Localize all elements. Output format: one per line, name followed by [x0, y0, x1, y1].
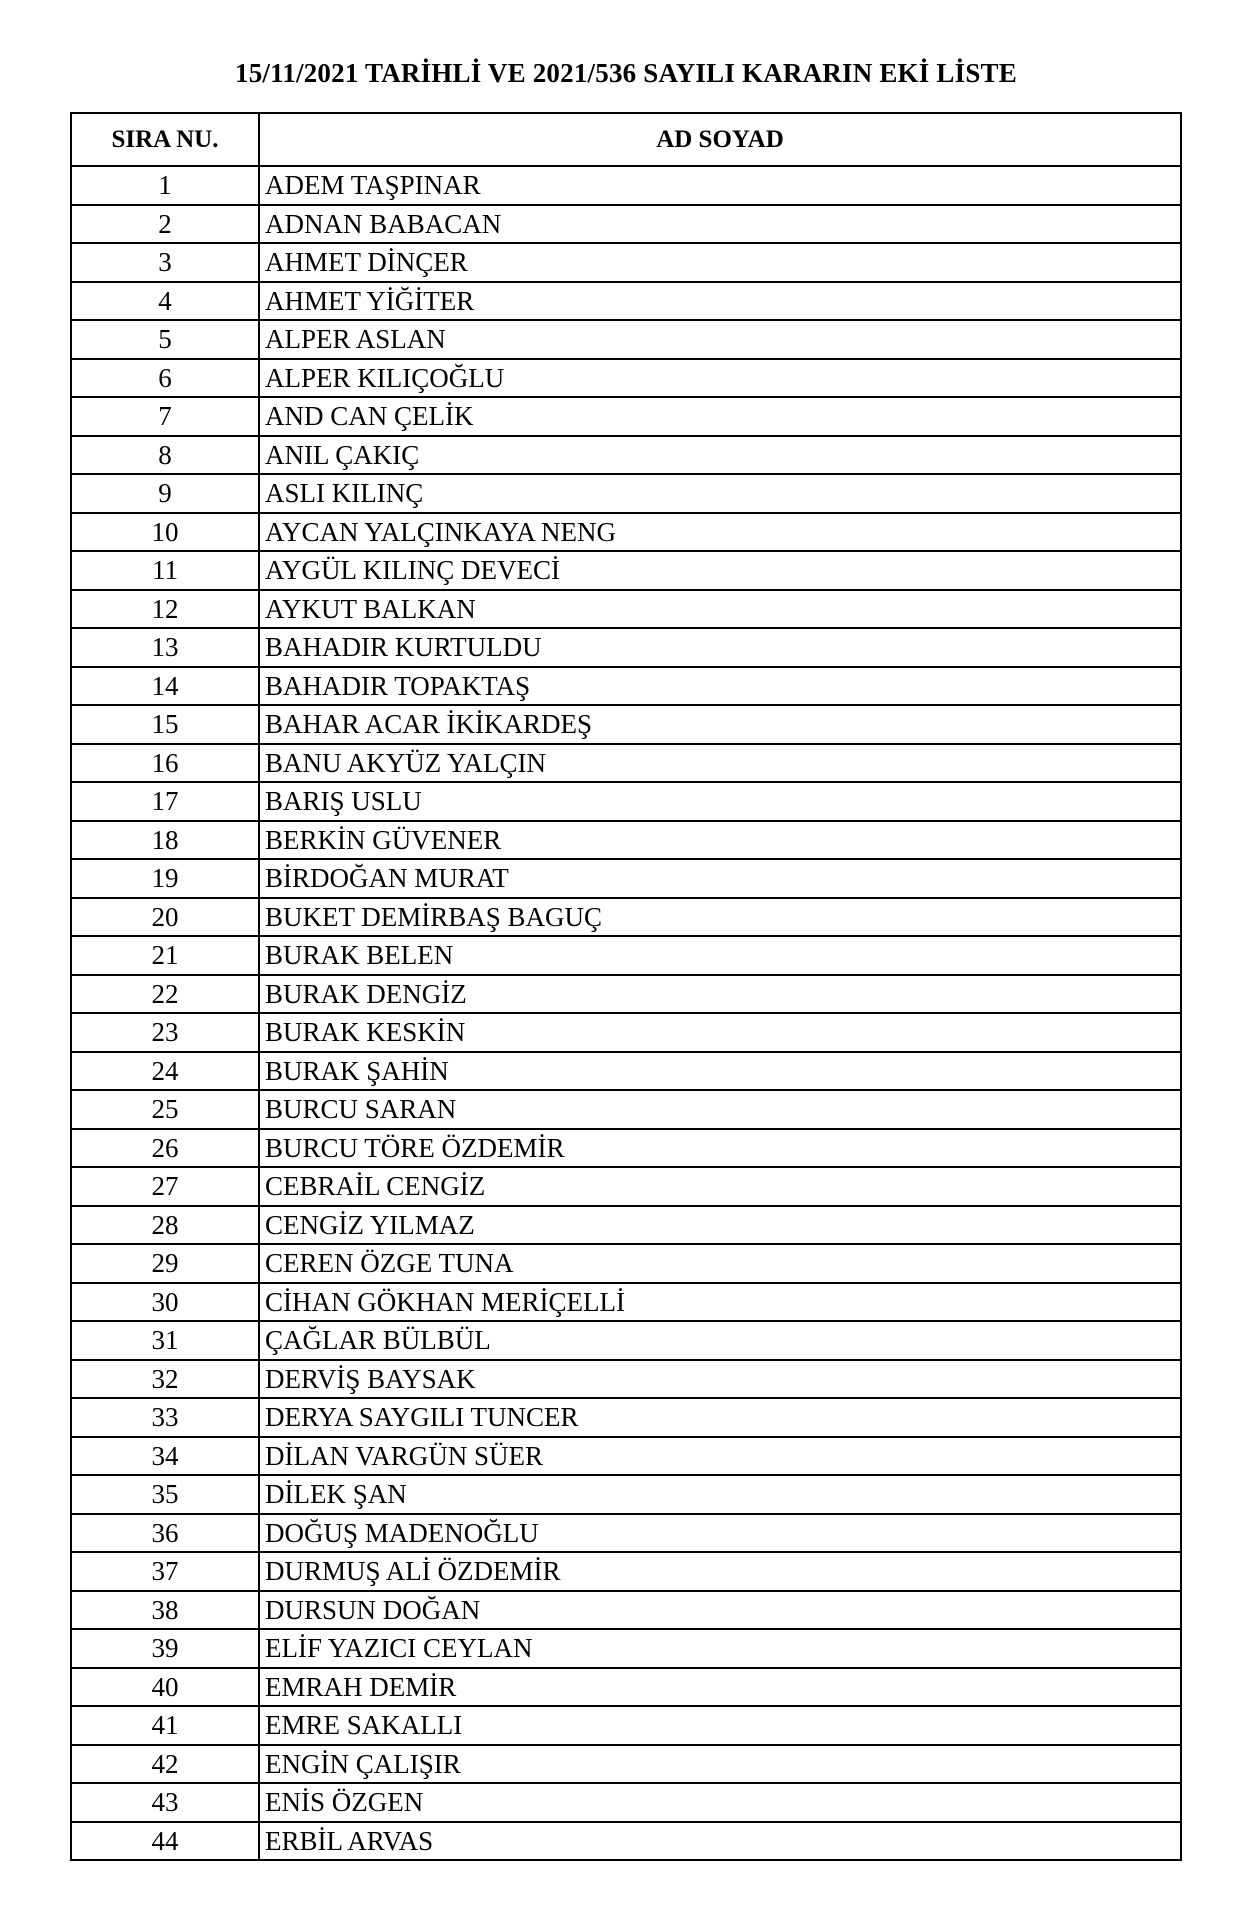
row-full-name: CEREN ÖZGE TUNA: [259, 1244, 1181, 1283]
row-order-number: 2: [71, 205, 259, 244]
table-row: [71, 205, 1181, 244]
row-full-name: BURCU SARAN: [259, 1090, 1181, 1129]
row-full-name: DERVİŞ BAYSAK: [259, 1360, 1181, 1399]
row-full-name: BURAK BELEN: [259, 936, 1181, 975]
row-full-name: DERYA SAYGILI TUNCER: [259, 1398, 1181, 1437]
table-row: [71, 898, 1181, 937]
row-full-name: AND CAN ÇELİK: [259, 397, 1181, 436]
row-full-name: AYKUT BALKAN: [259, 590, 1181, 629]
row-full-name: ADNAN BABACAN: [259, 205, 1181, 244]
row-order-number: 33: [71, 1398, 259, 1437]
row-order-number: 1: [71, 166, 259, 205]
table-row: [71, 320, 1181, 359]
table-row: [71, 282, 1181, 321]
row-full-name: AYGÜL KILINÇ DEVECİ: [259, 551, 1181, 590]
name-list-table: [70, 112, 1182, 1861]
table-row: [71, 936, 1181, 975]
row-order-number: 16: [71, 744, 259, 783]
row-order-number: 26: [71, 1129, 259, 1168]
row-full-name: BARIŞ USLU: [259, 782, 1181, 821]
row-full-name: BUKET DEMİRBAŞ BAGUÇ: [259, 898, 1181, 937]
row-order-number: 21: [71, 936, 259, 975]
table-row: [71, 859, 1181, 898]
table-row: [71, 1437, 1181, 1476]
row-full-name: ALPER KILIÇOĞLU: [259, 359, 1181, 398]
row-order-number: 13: [71, 628, 259, 667]
row-order-number: 8: [71, 436, 259, 475]
row-full-name: BURAK KESKİN: [259, 1013, 1181, 1052]
row-full-name: ENGİN ÇALIŞIR: [259, 1745, 1181, 1784]
row-order-number: 24: [71, 1052, 259, 1091]
table-header-row: [71, 113, 1181, 166]
row-full-name: AHMET DİNÇER: [259, 243, 1181, 282]
row-order-number: 20: [71, 898, 259, 937]
table-row: [71, 1398, 1181, 1437]
table-row: [71, 975, 1181, 1014]
row-full-name: BANU AKYÜZ YALÇIN: [259, 744, 1181, 783]
row-full-name: BAHAR ACAR İKİKARDEŞ: [259, 705, 1181, 744]
row-order-number: 25: [71, 1090, 259, 1129]
row-order-number: 36: [71, 1514, 259, 1553]
row-order-number: 28: [71, 1206, 259, 1245]
table-row: [71, 1283, 1181, 1322]
table-row: [71, 1706, 1181, 1745]
row-full-name: DOĞUŞ MADENOĞLU: [259, 1514, 1181, 1553]
row-full-name: EMRE SAKALLI: [259, 1706, 1181, 1745]
table-row: [71, 1321, 1181, 1360]
row-order-number: 41: [71, 1706, 259, 1745]
table-row: [71, 1090, 1181, 1129]
table-row: [71, 1129, 1181, 1168]
row-order-number: 3: [71, 243, 259, 282]
row-order-number: 19: [71, 859, 259, 898]
row-order-number: 44: [71, 1822, 259, 1861]
row-full-name: ALPER ASLAN: [259, 320, 1181, 359]
table-row: [71, 1167, 1181, 1206]
table-row: [71, 243, 1181, 282]
table-row: [71, 590, 1181, 629]
table-row: [71, 1514, 1181, 1553]
document-title: 15/11/2021 TARİHLİ VE 2021/536 SAYILI KARARIN EKİ LİSTE: [235, 58, 1017, 88]
row-order-number: 42: [71, 1745, 259, 1784]
row-full-name: ELİF YAZICI CEYLAN: [259, 1629, 1181, 1668]
row-order-number: 30: [71, 1283, 259, 1322]
row-order-number: 40: [71, 1668, 259, 1707]
row-order-number: 18: [71, 821, 259, 860]
row-order-number: 43: [71, 1783, 259, 1822]
table-row: [71, 1783, 1181, 1822]
row-order-number: 6: [71, 359, 259, 398]
row-order-number: 12: [71, 590, 259, 629]
row-full-name: ENİS ÖZGEN: [259, 1783, 1181, 1822]
row-order-number: 34: [71, 1437, 259, 1476]
table-row: [71, 1668, 1181, 1707]
row-full-name: DİLAN VARGÜN SÜER: [259, 1437, 1181, 1476]
table-row: [71, 166, 1181, 205]
table-row: [71, 1052, 1181, 1091]
row-full-name: BURAK ŞAHİN: [259, 1052, 1181, 1091]
row-full-name: CİHAN GÖKHAN MERİÇELLİ: [259, 1283, 1181, 1322]
row-full-name: ANIL ÇAKIÇ: [259, 436, 1181, 475]
row-full-name: BİRDOĞAN MURAT: [259, 859, 1181, 898]
row-order-number: 29: [71, 1244, 259, 1283]
table-row: [71, 1475, 1181, 1514]
row-order-number: 5: [71, 320, 259, 359]
table-row: [71, 1822, 1181, 1861]
table-row: [71, 1013, 1181, 1052]
table-row: [71, 1629, 1181, 1668]
table-body: [71, 166, 1181, 1860]
row-full-name: BURCU TÖRE ÖZDEMİR: [259, 1129, 1181, 1168]
row-full-name: ERBİL ARVAS: [259, 1822, 1181, 1861]
row-full-name: BAHADIR TOPAKTAŞ: [259, 667, 1181, 706]
table-row: [71, 1745, 1181, 1784]
column-header-order-number: SIRA NU.: [71, 113, 259, 166]
row-full-name: DURSUN DOĞAN: [259, 1591, 1181, 1630]
row-full-name: AHMET YİĞİTER: [259, 282, 1181, 321]
row-full-name: CEBRAİL CENGİZ: [259, 1167, 1181, 1206]
row-order-number: 7: [71, 397, 259, 436]
row-order-number: 14: [71, 667, 259, 706]
row-order-number: 32: [71, 1360, 259, 1399]
row-full-name: ADEM TAŞPINAR: [259, 166, 1181, 205]
table-row: [71, 474, 1181, 513]
table-row: [71, 359, 1181, 398]
row-full-name: BAHADIR KURTULDU: [259, 628, 1181, 667]
table-row: [71, 821, 1181, 860]
row-full-name: ÇAĞLAR BÜLBÜL: [259, 1321, 1181, 1360]
table-row: [71, 705, 1181, 744]
row-order-number: 39: [71, 1629, 259, 1668]
row-full-name: BURAK DENGİZ: [259, 975, 1181, 1014]
table-row: [71, 1360, 1181, 1399]
row-full-name: DURMUŞ ALİ ÖZDEMİR: [259, 1552, 1181, 1591]
row-order-number: 37: [71, 1552, 259, 1591]
table-row: [71, 782, 1181, 821]
row-full-name: CENGİZ YILMAZ: [259, 1206, 1181, 1245]
row-order-number: 38: [71, 1591, 259, 1630]
row-order-number: 15: [71, 705, 259, 744]
table-row: [71, 1552, 1181, 1591]
row-order-number: 31: [71, 1321, 259, 1360]
table-row: [71, 513, 1181, 552]
table-row: [71, 744, 1181, 783]
row-order-number: 17: [71, 782, 259, 821]
table-row: [71, 436, 1181, 475]
column-header-full-name: AD SOYAD: [259, 113, 1181, 166]
table-row: [71, 1206, 1181, 1245]
row-order-number: 35: [71, 1475, 259, 1514]
row-order-number: 11: [71, 551, 259, 590]
table-row: [71, 551, 1181, 590]
row-order-number: 27: [71, 1167, 259, 1206]
row-order-number: 9: [71, 474, 259, 513]
table-row: [71, 1591, 1181, 1630]
row-order-number: 10: [71, 513, 259, 552]
table-row: [71, 628, 1181, 667]
row-order-number: 4: [71, 282, 259, 321]
row-order-number: 23: [71, 1013, 259, 1052]
row-full-name: EMRAH DEMİR: [259, 1668, 1181, 1707]
row-full-name: DİLEK ŞAN: [259, 1475, 1181, 1514]
row-full-name: BERKİN GÜVENER: [259, 821, 1181, 860]
table-row: [71, 667, 1181, 706]
table-row: [71, 1244, 1181, 1283]
row-order-number: 22: [71, 975, 259, 1014]
table-row: [71, 397, 1181, 436]
row-full-name: ASLI KILINÇ: [259, 474, 1181, 513]
row-full-name: AYCAN YALÇINKAYA NENG: [259, 513, 1181, 552]
